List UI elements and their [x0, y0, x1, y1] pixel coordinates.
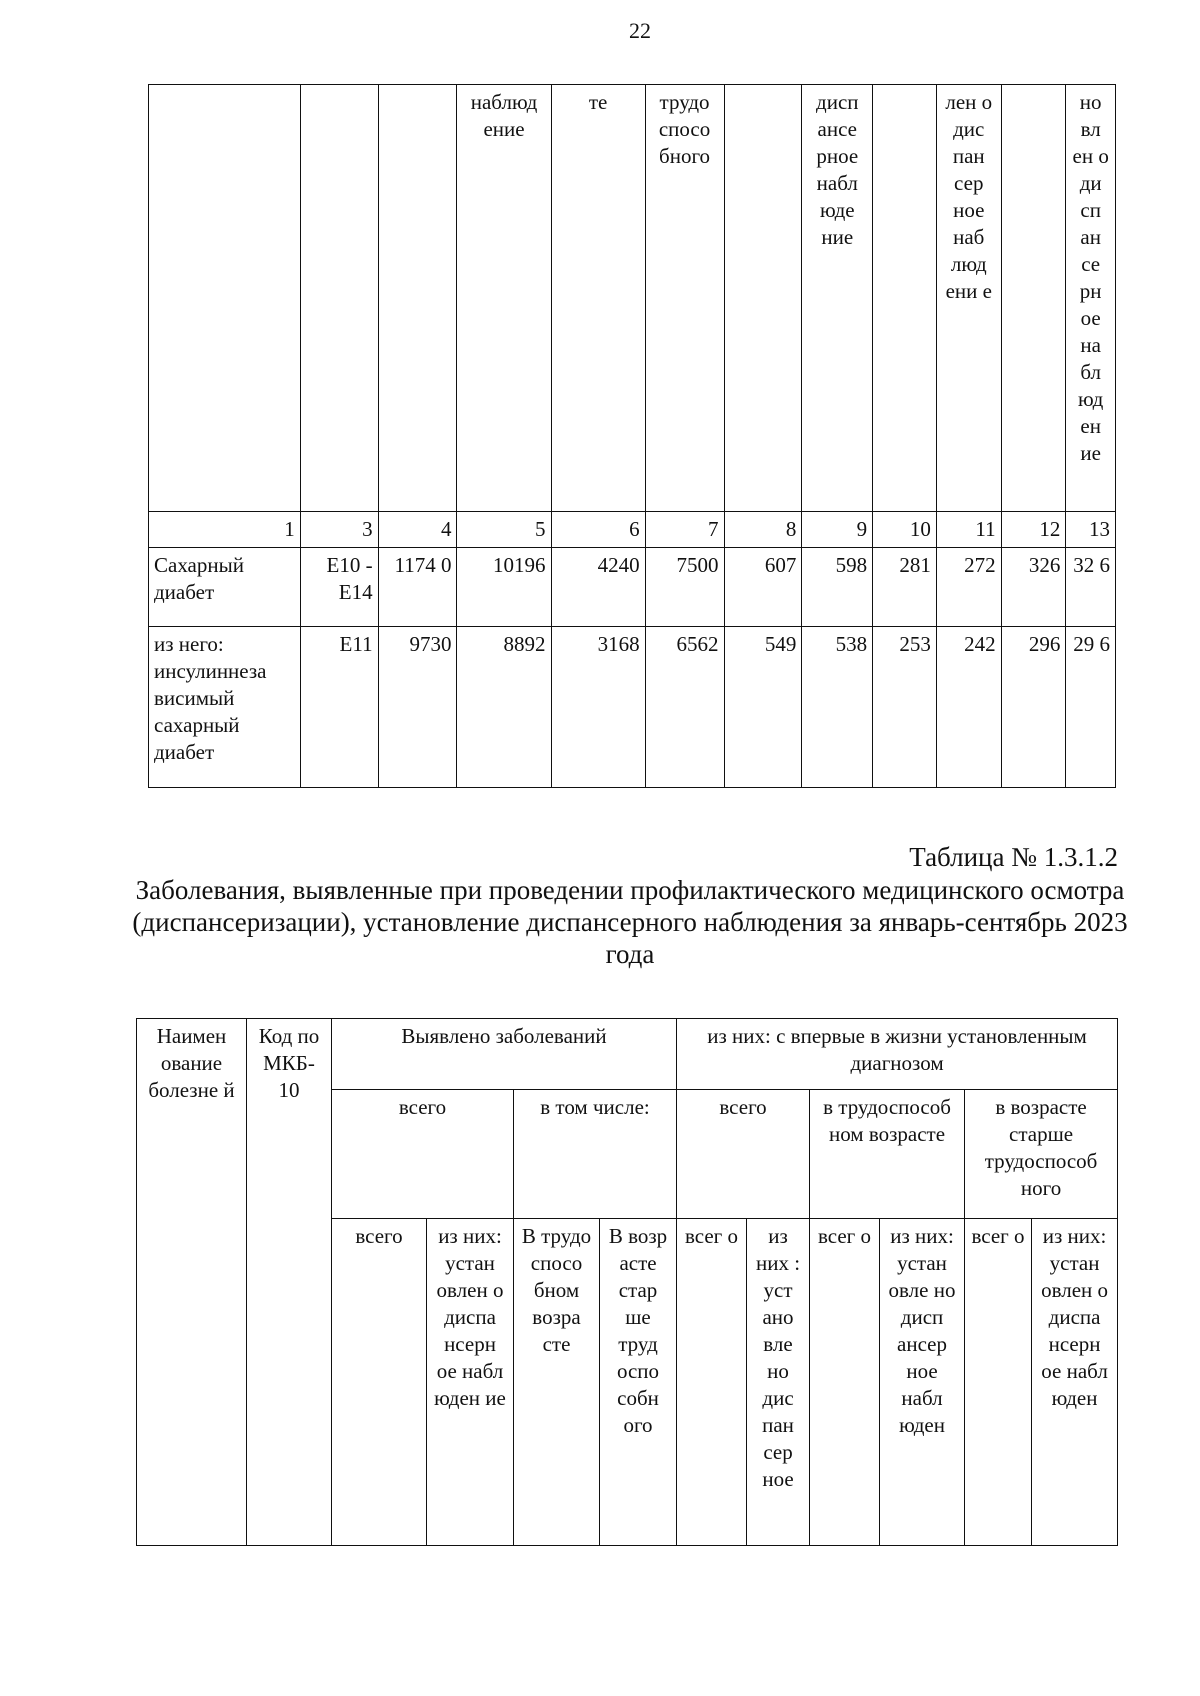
leaf-header-cell: всег о	[810, 1219, 880, 1546]
table-cell: 296	[1001, 627, 1066, 788]
leaf-header-cell: из них : уст ано вле но дис пан сер ное	[747, 1219, 810, 1546]
table-cell: 1174 0	[378, 548, 457, 627]
top-header-cell: лен о дис пан сер ное наб люд ени е	[936, 85, 1001, 512]
leaf-header-cell: из них: устан овлен о диспа нсерн ое набл юден ие	[427, 1219, 514, 1546]
column-header-disease-name: Наимен ование болезне й	[137, 1019, 247, 1546]
table-cell: 242	[936, 627, 1001, 788]
table-cell: 10196	[457, 548, 551, 627]
top-header-cell	[1001, 85, 1066, 512]
page-number: 22	[629, 18, 651, 43]
group-header-detected: Выявлено заболеваний	[332, 1019, 677, 1090]
column-index-cell: 3	[300, 512, 378, 548]
table-title: Заболевания, выявленные при проведении профилактического медицинского осмотра (диспансеризации), установление диспансерного наблюдения за январь-сентябрь 2023 года	[132, 875, 1128, 969]
bottom-table	[136, 1018, 1118, 1546]
leaf-header-cell: всего	[332, 1219, 427, 1546]
leaf-header-cell: из них: устан овле но дисп ансер ное набл юден	[880, 1219, 965, 1546]
table-cell: 6562	[645, 627, 724, 788]
top-header-cell	[378, 85, 457, 512]
table-cell: 8892	[457, 627, 551, 788]
table-cell: 3168	[551, 627, 645, 788]
column-index-cell: 6	[551, 512, 645, 548]
table-row	[149, 627, 1116, 788]
table-cell: 9730	[378, 627, 457, 788]
table-cell: 253	[873, 627, 937, 788]
table-cell: 549	[724, 627, 802, 788]
subheader-older-age: в возрасте старше трудоспособ ного	[965, 1090, 1118, 1219]
top-header-cell	[873, 85, 937, 512]
leaf-header-cell: всег о	[677, 1219, 747, 1546]
table-cell: 7500	[645, 548, 724, 627]
top-header-cell: те	[551, 85, 645, 512]
top-table	[148, 84, 1116, 788]
table-cell: 32 6	[1066, 548, 1116, 627]
top-header-cell	[300, 85, 378, 512]
column-index-cell: 7	[645, 512, 724, 548]
top-header-cell: дисп ансе рное набл юде ние	[802, 85, 873, 512]
leaf-header-cell: всег о	[965, 1219, 1032, 1546]
table-cell: 29 6	[1066, 627, 1116, 788]
table-cell: 538	[802, 627, 873, 788]
disease-name-cell: из него: инсулиннеза висимый сахарный диабет	[149, 627, 301, 788]
top-header-cell: но вл ен о ди сп ан се рн ое на бл юд ен ие	[1066, 85, 1116, 512]
column-index-cell: 9	[802, 512, 873, 548]
table-cell: 607	[724, 548, 802, 627]
column-index-cell: 4	[378, 512, 457, 548]
table-row	[149, 548, 1116, 627]
subheader-total: всего	[332, 1090, 514, 1219]
disease-name-cell: Сахарный диабет	[149, 548, 301, 627]
table-cell: 272	[936, 548, 1001, 627]
table-number: Таблица № 1.3.1.2	[909, 842, 1118, 872]
leaf-header-cell: из них: устан овлен о диспа нсерн ое набл юден	[1032, 1219, 1118, 1546]
top-header-cell	[724, 85, 802, 512]
bottom-header-row	[137, 1019, 1118, 1090]
leaf-header-cell: В трудо спосо бном возра сте	[514, 1219, 600, 1546]
column-index-cell: 8	[724, 512, 802, 548]
column-index-cell: 11	[936, 512, 1001, 548]
top-header-cell: наблюд ение	[457, 85, 551, 512]
icd-code-cell: E10 - E14	[300, 548, 378, 627]
top-header-cell: трудо спосо бного	[645, 85, 724, 512]
top-table-header-row	[149, 85, 1116, 512]
column-header-icd-code: Код по МКБ- 10	[247, 1019, 332, 1546]
table-cell: 4240	[551, 548, 645, 627]
group-header-first-time: из них: с впервые в жизни установленным диагнозом	[677, 1019, 1118, 1090]
column-index-cell: 5	[457, 512, 551, 548]
subheader-first-total: всего	[677, 1090, 810, 1219]
subheader-working-age: в трудоспособ ном возрасте	[810, 1090, 965, 1219]
icd-code-cell: E11	[300, 627, 378, 788]
column-index-cell: 10	[873, 512, 937, 548]
column-index-cell: 1	[149, 512, 301, 548]
table-cell: 326	[1001, 548, 1066, 627]
table-cell: 598	[802, 548, 873, 627]
top-header-cell	[149, 85, 301, 512]
top-table-index-row	[149, 512, 1116, 548]
subheader-including: в том числе:	[514, 1090, 677, 1219]
column-index-cell: 12	[1001, 512, 1066, 548]
column-index-cell: 13	[1066, 512, 1116, 548]
leaf-header-cell: В возр асте стар ше труд оспо собн ого	[600, 1219, 677, 1546]
table-cell: 281	[873, 548, 937, 627]
